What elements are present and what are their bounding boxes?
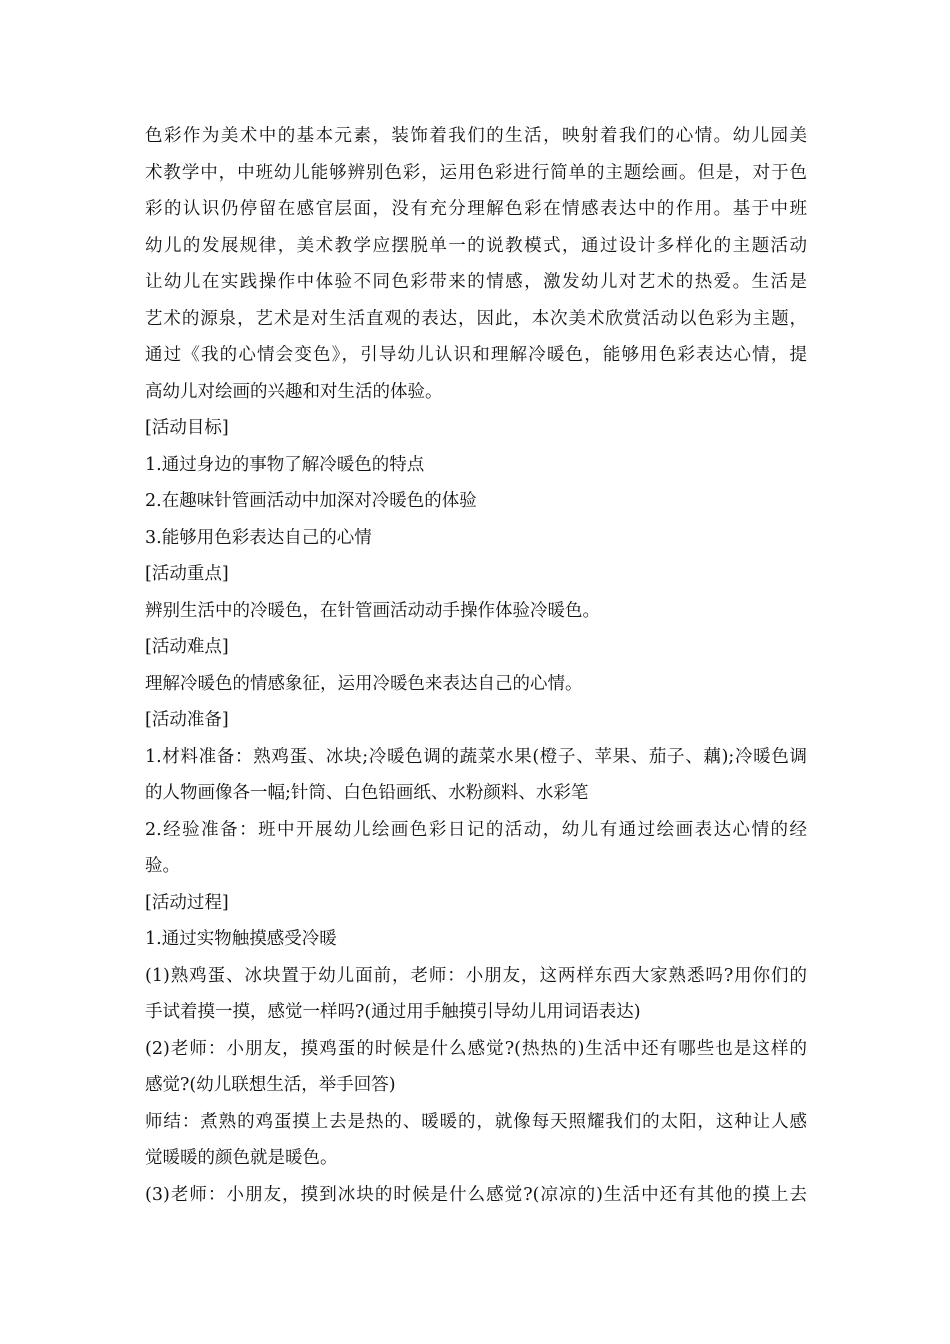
text-line: (2)老师：小朋友，摸鸡蛋的时候是什么感觉?(热热的)生活中还有哪些也是这样的 [145,1038,807,1059]
section-heading-process [145,885,807,922]
text-line: 3.能够用色彩表达自己的心情 [145,527,372,548]
intro-paragraph [145,118,807,410]
text-line: 术教学中，中班幼儿能够辨别色彩，运用色彩进行简单的主题绘画。但是，对于色 [145,162,807,183]
text-line: 高幼儿对绘画的兴趣和对生活的体验。 [145,381,443,402]
text-line: (1)熟鸡蛋、冰块置于幼儿面前，老师：小朋友，这两样东西大家熟悉吗?用你们的 [145,965,807,986]
text-line: 师结：煮熟的鸡蛋摸上去是热的、暖暖的，就像每天照耀我们的太阳，这种让人感 [145,1111,807,1132]
text-line: [活动重点] [145,564,229,584]
text-line: 的人物画像各一幅;针筒、白色铅画纸、水粉颜料、水彩笔 [145,783,589,803]
section-heading-focus [145,556,807,593]
focus-text [145,593,807,630]
section-heading-goals [145,410,807,447]
text-line: 验。 [145,856,180,876]
text-line: [活动目标] [145,418,229,438]
teacher-summary [145,1104,807,1177]
text-line: 辨别生活中的冷暖色，在针管画活动动手操作体验冷暖色。 [145,600,600,621]
text-line: 通过《我的心情会变色》，引导幼儿认识和理解冷暖色，能够用色彩表达心情，提 [145,345,807,365]
text-line: 让幼儿在实践操作中体验不同色彩带来的情感，激发幼儿对艺术的热爱。生活是 [145,272,807,292]
process-substep-1 [145,958,807,1031]
text-line: 艺术的源泉，艺术是对生活直观的表达，因此，本次美术欣赏活动以色彩为主题， [145,308,807,329]
text-line: 幼儿的发展规律，美术教学应摆脱单一的说教模式，通过设计多样化的主题活动 [145,235,807,256]
text-line: 理解冷暖色的情感象征，运用冷暖色来表达自己的心情。 [145,673,583,694]
section-heading-preparation [145,702,807,739]
text-line: [活动难点] [145,637,229,657]
process-substep-3 [145,1177,807,1214]
text-line: 感觉?(幼儿联想生活，举手回答) [145,1075,396,1095]
text-line: 觉暖暖的颜色就是暖色。 [145,1148,338,1168]
process-substep-2 [145,1031,807,1104]
text-line: (3)老师：小朋友，摸到冰块的时候是什么感觉?(凉凉的)生活中还有其他的摸上去 [145,1184,807,1205]
preparation-item-1 [145,739,807,812]
process-step-1 [145,921,807,958]
text-line: 1.材料准备：熟鸡蛋、冰块;冷暖色调的蔬菜水果(橙子、苹果、茄子、藕);冷暖色调 [145,746,807,767]
section-heading-difficulty [145,629,807,666]
difficulty-text [145,666,807,703]
text-line: 1.通过身边的事物了解冷暖色的特点 [145,454,425,475]
preparation-item-2 [145,812,807,885]
text-line: 2.经验准备：班中开展幼儿绘画色彩日记的活动，幼儿有通过绘画表达心情的经 [145,819,807,840]
document-body [145,118,807,1213]
text-line: 2.在趣味针管画活动中加深对冷暖色的体验 [145,491,477,511]
text-line: [活动准备] [145,710,229,730]
goal-item-1 [145,447,807,484]
goal-item-2 [145,483,807,520]
text-line: 彩的认识仍停留在感官层面，没有充分理解色彩在情感表达中的作用。基于中班 [145,199,807,219]
text-line: 手试着摸一摸，感觉一样吗?(通过用手触摸引导幼儿用词语表达) [145,1002,641,1022]
text-line: 1.通过实物触摸感受冷暖 [145,929,337,949]
text-line: [活动过程] [145,892,229,913]
text-line: 色彩作为美术中的基本元素，装饰着我们的生活，映射着我们的心情。幼儿园美 [145,126,807,146]
goal-item-3 [145,520,807,557]
